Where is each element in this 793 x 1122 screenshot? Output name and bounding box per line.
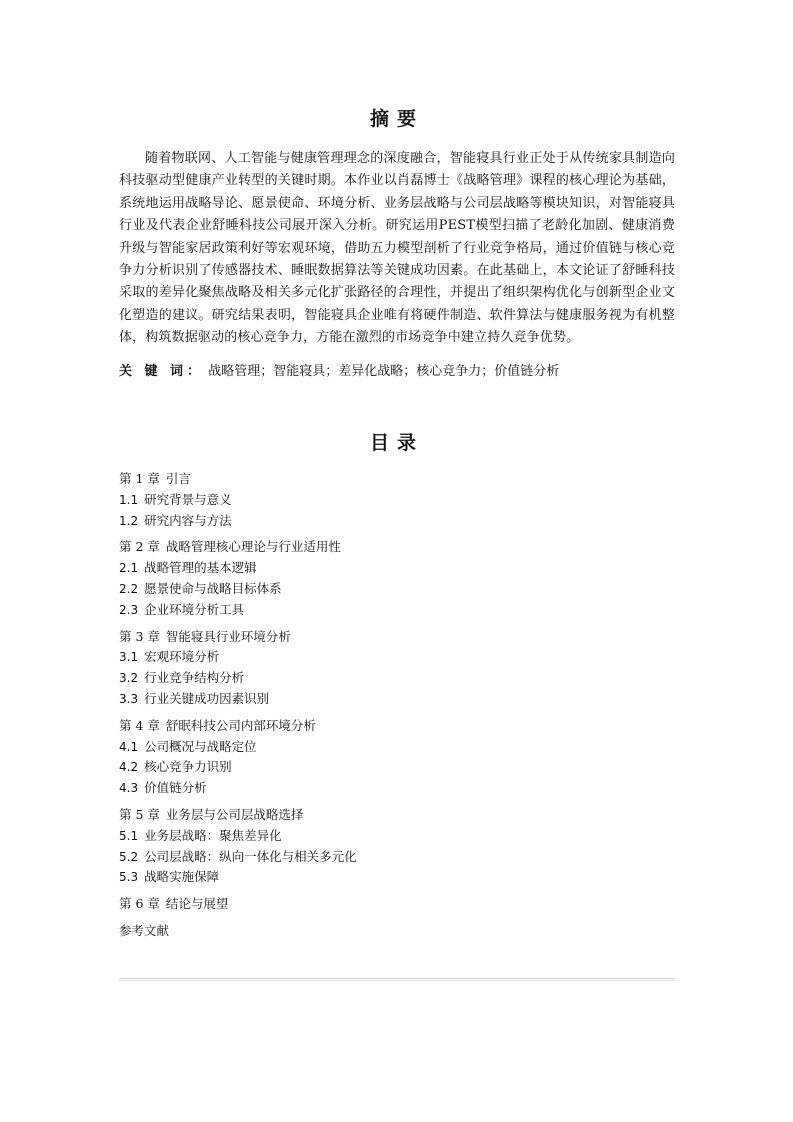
chapter-title: 引言 (165, 471, 191, 486)
section-title: 价值链分析 (144, 780, 207, 796)
toc-section-entry (119, 511, 675, 532)
toc-chapter-entry (119, 627, 675, 648)
toc-chapter-entry (119, 469, 675, 490)
toc-section-entry (119, 558, 675, 579)
section-number: 3.3 (119, 691, 139, 706)
section-title: 企业环境分析工具 (144, 601, 245, 617)
toc-section-entry (119, 579, 675, 600)
chapter-title: 智能寝具行业环境分析 (165, 628, 291, 644)
toc-section-entry (119, 847, 675, 868)
footer-divider (119, 978, 675, 981)
toc-section-entry (119, 867, 675, 888)
chapter-number: 第 1 章 (119, 471, 160, 486)
toc-section-entry (119, 737, 675, 758)
toc-section-entry (119, 757, 675, 778)
toc-section-entry (119, 490, 675, 511)
section-number: 4.1 (119, 739, 139, 754)
table-of-contents (119, 469, 675, 942)
section-number: 1.2 (119, 513, 139, 528)
toc-chapter-entry (119, 716, 675, 737)
toc-chapter-entry (119, 894, 675, 915)
chapter-title: 结论与展望 (165, 896, 229, 912)
toc-section-entry (119, 689, 675, 710)
toc-section-entry (119, 600, 675, 621)
section-number: 4.2 (119, 760, 139, 775)
chapter-number: 第 3 章 (119, 628, 160, 644)
section-title: 研究内容与方法 (144, 512, 232, 528)
chapter-number: 第 5 章 (119, 806, 160, 822)
toc-section-entry (119, 647, 675, 668)
toc-chapter-block (119, 469, 675, 531)
section-number: 1.1 (119, 492, 139, 507)
toc-section-entry (119, 826, 675, 847)
section-title: 公司概况与战略定位 (144, 738, 257, 754)
section-title: 研究背景与意义 (144, 491, 232, 507)
section-title: 行业竞争结构分析 (144, 670, 245, 686)
toc-title: 目录 (369, 432, 424, 454)
section-title: 业务层战略：聚焦差异化 (144, 827, 282, 843)
section-number: 5.1 (119, 828, 139, 843)
chapter-title: 战略管理核心理论与行业适用性 (165, 539, 341, 555)
section-title: 行业关键成功因素识别 (144, 690, 270, 706)
section-title: 战略管理的基本逻辑 (144, 560, 257, 576)
section-title: 宏观环境分析 (144, 649, 220, 665)
toc-chapter-block (119, 716, 675, 799)
chapter-number: 第 4 章 (119, 717, 160, 733)
section-number: 2.2 (119, 581, 139, 596)
keywords-label: 关 键 词： (119, 364, 205, 379)
section-number: 3.2 (119, 671, 139, 686)
section-title: 公司层战略：纵向一体化与相关多元化 (144, 848, 357, 864)
chapter-number: 第 6 章 (119, 896, 160, 912)
section-number: 5.2 (119, 849, 139, 864)
section-title: 核心竞争力识别 (144, 759, 232, 775)
section-number: 2.3 (119, 602, 139, 617)
section-title: 战略实施保障 (144, 869, 220, 885)
chapter-number: 第 2 章 (119, 539, 160, 555)
toc-chapter-block (119, 894, 675, 915)
toc-chapter-block (119, 627, 675, 710)
section-number: 5.3 (119, 870, 139, 885)
toc-chapter-block (119, 805, 675, 888)
toc-section-entry (119, 668, 675, 689)
toc-section-entry (119, 778, 675, 799)
abstract-body: 随着物联网、人工智能与健康管理理念的深度融合，智能寝具行业正处于从传统家具制造向科技驱动型健康产业转型的关键时期。本作业以肖磊博士《战略管理》课程的核心理论为基础，系统地运用战略导论、愿景使命、环境分析、业务层战略与公司层战略等模块知识，对智能寝具行业及代表企业舒睡科技公司展开深入分析。研究运用PEST模型扫描了老龄化加剧、健康消费升级与智能家居政策利好等宏观环境，借助五力模型剖析了行业竞争格局，通过价值链与核心竞争力分析识别了传感器技术、睡眠数据算法等关键成功因素。在此基础上，本文论证了舒睡科技采取的差异化聚焦战略及相关多元化扩张路径的合理性，并提出了组织架构优化与创新型企业文化塑造的建议。研究结果表明，智能寝具企业唯有将硬件制造、软件算法与健康服务视为有机整体，构筑数据驱动的核心竞争力，方能在激烈的市场竞争中建立持久竞争优势。 (119, 151, 675, 346)
toc-references-entry: 参考文献 (119, 922, 170, 938)
toc-chapter-block (119, 537, 675, 620)
abstract-title: 摘要 (369, 108, 424, 130)
section-title: 愿景使命与战略目标体系 (144, 580, 282, 596)
keywords-text: 战略管理；智能寝具；差异化战略；核心竞争力；价值链分析 (208, 364, 560, 379)
toc-chapter-entry (119, 805, 675, 826)
section-number: 4.3 (119, 781, 139, 796)
toc-chapter-entry (119, 537, 675, 558)
chapter-title: 业务层与公司层战略选择 (165, 806, 304, 822)
section-number: 2.1 (119, 561, 139, 576)
section-number: 3.1 (119, 650, 139, 665)
keywords-line (119, 362, 675, 382)
chapter-title: 舒眠科技公司内部环境分析 (165, 717, 316, 733)
